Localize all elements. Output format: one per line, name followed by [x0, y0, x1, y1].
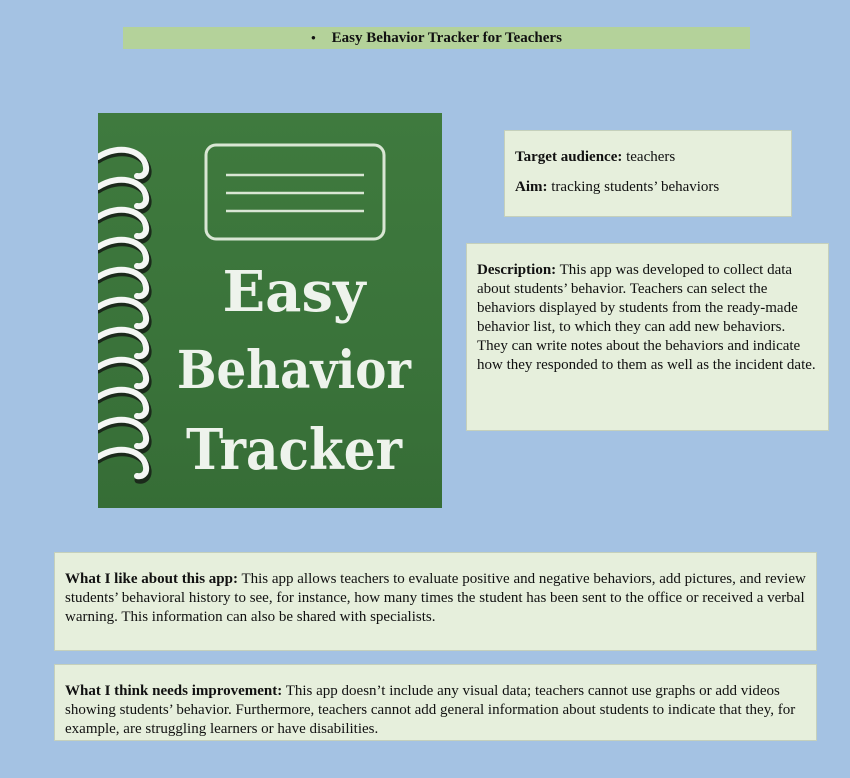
likes-box [54, 552, 817, 651]
description-text: This app was developed to collect data about students’ behavior. Teachers can select the behaviors displayed by students from the ready-made behavior list, to which they can add new behaviors. They can write notes about the behaviors and indicate how they responded to them as well as the incident date. [477, 262, 816, 373]
improvement-label: What I think needs improvement: [65, 683, 283, 699]
app-logo [98, 113, 442, 508]
logo-line-2: Behavior [177, 340, 412, 401]
aim-value: tracking students’ behaviors [547, 179, 720, 195]
audience-box [504, 130, 792, 217]
likes-label: What I like about this app: [65, 571, 238, 587]
aim-label: Aim: [515, 179, 548, 195]
improvement-text: This app doesn’t include any visual data; teachers cannot use graphs or add videos showing students’ behavior. Furthermore, teachers cannot add general information about students to indicate that they, for example, are struggling learners or have disabilities. [65, 683, 796, 737]
aim-line [515, 178, 781, 197]
improvement-box [54, 664, 817, 741]
app-logo-graphic [98, 113, 442, 508]
audience-line [515, 148, 781, 167]
audience-value: teachers [622, 149, 676, 165]
likes-text: This app allows teachers to evaluate positive and negative behaviors, add pictures, and review students’ behavioral history to see, for instance, how many times the student has been sent to the office or received a verbal warning. This information can also be shared with specialists. [65, 571, 806, 625]
page-title: Easy Behavior Tracker for Teachers [331, 29, 562, 46]
logo-line-3: Tracker [186, 417, 404, 483]
description-box [466, 243, 829, 431]
description-label: Description: [477, 262, 557, 278]
logo-line-1: Easy [222, 259, 366, 325]
spiral-binding-icon [98, 150, 148, 480]
page-title-bar [123, 27, 750, 49]
bullet: • [311, 30, 316, 45]
audience-label: Target audience: [515, 149, 623, 165]
